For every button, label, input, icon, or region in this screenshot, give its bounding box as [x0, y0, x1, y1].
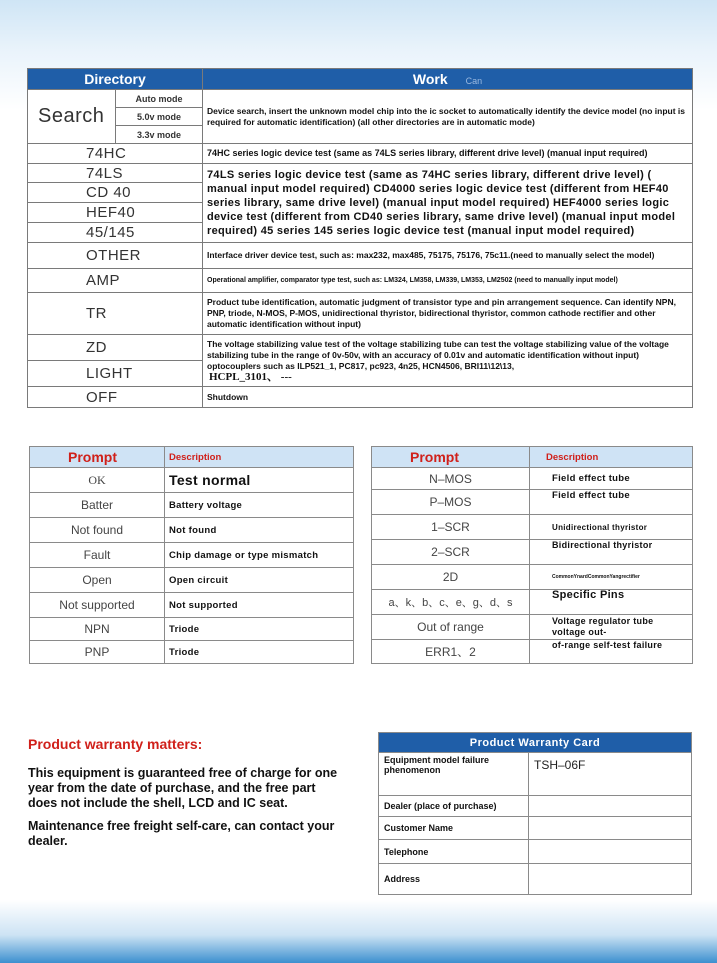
work-tr: Product tube identification, automatic judgment of transistor type and pin arrangement sequence. Can identify NPN, PNP, triode, N-MOS, P-MOS, unidirectional thyristor, bidirectional thyristor, common cathode rectifier and other automatic identification without input): [203, 293, 693, 335]
work-off: Shutdown: [203, 387, 693, 408]
warranty-card: [378, 732, 692, 895]
description-cell: Bidirectional thyristor: [530, 540, 693, 565]
dir-tr: TR: [28, 293, 203, 335]
dir-zd: ZD: [28, 335, 203, 361]
table-row: [379, 840, 692, 864]
description-cell: Field effect tube: [530, 468, 693, 490]
work-header-faint: Can: [465, 76, 483, 86]
prompt-cell: Not found: [30, 518, 165, 543]
card-label-dealer: Dealer (place of purchase): [379, 796, 529, 817]
description-cell: Chip damage or type mismatch: [165, 543, 354, 568]
table-row: [372, 490, 693, 515]
description-cell: Open circuit: [165, 568, 354, 593]
prompt-cell: Out of range: [372, 615, 530, 640]
prompt-cell: N–MOS: [372, 468, 530, 490]
directory-header: [28, 69, 203, 90]
prompt-header-left: Prompt: [30, 447, 165, 468]
search-work: Device search, insert the unknown model chip into the ic socket to automatically identify the device model (no input is required for automatic identification) (all other directories are in automatic mode): [203, 90, 693, 144]
table-row: [372, 515, 693, 540]
description-header-right: Description: [530, 447, 693, 468]
directory-table: [27, 68, 693, 408]
prompt-cell: PNP: [30, 641, 165, 664]
prompt-cell: ERR1、2: [372, 640, 530, 664]
prompt-cell: NPN: [30, 618, 165, 641]
table-row: [372, 590, 693, 615]
work-header-label: Work: [412, 71, 448, 87]
work-zd-text: The voltage stabilizing value test of the voltage stabilizing tube can test the voltage stabilizing value of the voltage stabilizing tube in the range of 0v-50v, with an accuracy of 0.01v and automatic identification without input) optocouplers such as ILP521_1, PC817, pc923, 4n25, HCN4506, BRI11\12\13,: [207, 338, 669, 371]
dir-74hc: 74HC: [28, 144, 203, 164]
prompt-cell: P–MOS: [372, 490, 530, 515]
table-row: [379, 817, 692, 840]
card-value-equipment: TSH–06F: [529, 753, 692, 796]
description-cell: Voltage regulator tube voltage out-: [530, 615, 693, 640]
table-row: [372, 640, 693, 664]
description-cell: Battery voltage: [165, 493, 354, 518]
dir-light: LIGHT: [28, 361, 203, 387]
card-label-telephone: Telephone: [379, 840, 529, 864]
description-cell: Specific Pins: [530, 590, 693, 615]
card-value-customer: [529, 817, 692, 840]
work-amp: Operational amplifier, comparator type test, such as: LM324, LM358, LM339, LM353, LM2502 (need to manually input model): [203, 269, 693, 293]
table-row: [372, 540, 693, 565]
prompt-cell: Fault: [30, 543, 165, 568]
table-row: [372, 468, 693, 490]
description-cell: Not found: [165, 518, 354, 543]
prompt-table-right: [371, 446, 693, 664]
dir-74ls: 74LS: [28, 164, 203, 183]
warranty-card-title: Product Warranty Card: [379, 733, 692, 753]
description-cell: Triode: [165, 618, 354, 641]
card-value-telephone: [529, 840, 692, 864]
prompt-cell: Batter: [30, 493, 165, 518]
dir-off: OFF: [28, 387, 203, 408]
prompt-table-left: [29, 446, 354, 664]
mode-3v3: 3.3v mode: [116, 126, 203, 144]
warranty-paragraph-1: This equipment is guaranteed free of charge for one year from the date of purchase, and the free part does not include the shell, LCD and IC seat.: [28, 766, 338, 810]
card-label-address: Address: [379, 864, 529, 895]
table-row: [372, 565, 693, 590]
warranty-title: Product warranty matters:: [28, 736, 203, 752]
directory-header-row: [28, 69, 693, 90]
description-cell: Triode: [165, 641, 354, 664]
card-value-address: [529, 864, 692, 895]
search-directory: Search: [28, 90, 116, 144]
directory-header-label: Directory: [84, 71, 146, 87]
prompt-header-right: Prompt: [372, 447, 530, 468]
dir-amp: AMP: [28, 269, 203, 293]
table-row: [372, 615, 693, 640]
prompt-cell: Not supported: [30, 593, 165, 618]
table-row: [30, 618, 354, 641]
card-value-dealer: [529, 796, 692, 817]
mode-5v: 5.0v mode: [116, 108, 203, 126]
description-cell: of-range self-test failure: [530, 640, 693, 664]
work-74hc: 74HC series logic device test (same as 74LS series library, different drive level) (manual input required): [203, 144, 693, 164]
table-row: [30, 641, 354, 664]
prompt-cell: 1–SCR: [372, 515, 530, 540]
dir-hef40: HEF40: [28, 203, 203, 223]
description-cell: Test normal: [165, 468, 354, 493]
description-cell: Not supported: [165, 593, 354, 618]
table-row: [379, 796, 692, 817]
table-row: [30, 568, 354, 593]
prompt-cell: Open: [30, 568, 165, 593]
prompt-cell: OK: [30, 468, 165, 493]
dir-other: OTHER: [28, 243, 203, 269]
table-row: [379, 864, 692, 895]
description-cell: Field effect tube: [530, 490, 693, 515]
warranty-paragraph-2: Maintenance free freight self-care, can contact your dealer.: [28, 819, 335, 848]
card-label-equipment: Equipment model failure phenomenon: [379, 753, 529, 796]
work-logic-series: 74LS series logic device test (same as 74HC series library, different drive level) ( manual input model required) CD4000 series logic device test (different from HEF40 series library, same drive level) (manual input model required) HEF4000 series logic device test (different from CD40 series library, same drive level) (manual input model required) 45 series 145 series logic device test (manual input model required): [203, 164, 693, 243]
prompt-cell: 2D: [372, 565, 530, 590]
work-zd-light: [203, 335, 693, 387]
dir-cd40: CD 40: [28, 183, 203, 203]
mode-auto: Auto mode: [116, 90, 203, 108]
prompt-cell: 2–SCR: [372, 540, 530, 565]
card-label-customer: Customer Name: [379, 817, 529, 840]
work-other: Interface driver device test, such as: max232, max485, 75175, 75176, 75c11.(need to manually select the model): [203, 243, 693, 269]
work-header: [203, 69, 693, 90]
prompt-cell: a、k、b、c、e、g、d、s: [372, 590, 530, 615]
table-row: [30, 493, 354, 518]
table-row: [30, 593, 354, 618]
description-cell: Unidirectional thyristor: [530, 515, 693, 540]
dir-45-145: 45/145: [28, 223, 203, 243]
table-row: [379, 753, 692, 796]
table-row: [30, 518, 354, 543]
description-cell: CommonYnardCommonYangrectifier: [530, 565, 693, 590]
work-zd-extra: HCPL_3101、 ---: [209, 370, 292, 383]
table-row: [30, 468, 354, 493]
table-row: [30, 543, 354, 568]
description-header-left: Description: [165, 447, 354, 468]
